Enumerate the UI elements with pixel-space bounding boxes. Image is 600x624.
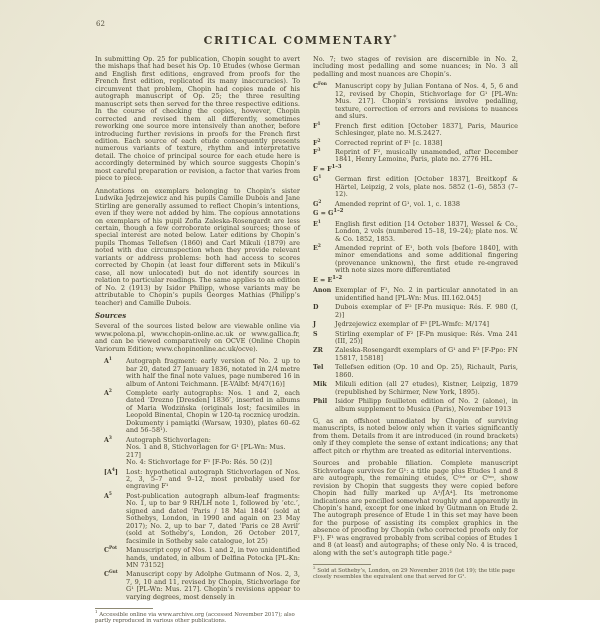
source-entry-text: Post-publication autograph album-leaf fragments: No. 1, up to bar 9 RH/LH note 1, followed by ‘etc.’, signed and dated ‘Paris / 18 Mai 1844’ (sold at Sothebys, London, in 1990 and again on 23 May 2017); No. 2, up to bar 7, dated ‘Paris ce 28 Avril’ (sold at Sotheby’s, London, 26 October 2017, facsimile in Sotheby sale catalogue, lot 25)	[126, 491, 300, 545]
source-entry-text: Manuscript copy by Adolphe Gutmann of Nos. 2, 3, 7, 9, 10 and 11, revised by Chopin, Stichvorlage for G¹ [PL-Wn: Mus. 217]. Chopin’s revisions appear to varying degrees, most densely in	[126, 570, 300, 601]
source-entry-text: Amended reprint of G¹, vol. 1, c. 1838	[335, 199, 460, 208]
closing-paragraph-2: Sources and probable filiation. Complete manuscript Stichvorlage survives for G¹: a title page plus Etudes 1 and 8 are autograph, the remaining etudes, Cᴳᵘᵗ or Cᶠᵒⁿ, show revision by Chopin that suggests they were copied before Chopin had fully marked up A³/[A⁴]. Its metronome indications are pencilled somewhat roughly and apparently in Chopin’s hand, except for one inked by Gutmann on Etude 2. The autograph presence of Etude 1 in this set may have been for the purpose of assisting its complex graphics in the absence of proofing by Chopin (who corrected proofs only for F¹). F¹ was engraved probably from scribal copies of Etudes 1 and 8 (at least) and autographs; of these only No. 4 is traced, along with the set’s autograph title page.²	[313, 459, 518, 557]
source-siglum: Anon	[313, 287, 332, 295]
source-entry	[104, 469, 300, 491]
source-siglum: $F^2$	[313, 138, 321, 147]
source-entry	[313, 140, 518, 147]
intro-paragraph-2: Annotations on exemplars belonging to Chopin’s sister Ludwika Jędrzejewicz and his pupils Camille Dubois and Jane Stirling are generally assumed to reflect Chopin’s intentions, even if they were not added by him. The copious annotations on exemplars of his pupil Zofia Zaleska-Rosengardt are less certain, though a few corroborate original sources; those of special interest are noted below. Later editions by Chopin’s pupils Thomas Tellefsen (1860) and Carl Mikuli (1879) are noted with due circumspection when they provide relevant variants or address problems: both had access to scores corrected by Chopin (at least four different sets in Mikuli’s case, all now unlocated) but do not identify sources in relation to particular readings. The same applies to an edition of No. 2 (1913) by Isidor Philipp, whose variants may be attributable to Chopin’s pupils Georges Mathias (Philipp’s teacher) and Camille Dubois.	[95, 186, 300, 307]
source-entry-text: Dubois exemplar of F² [F-Pn musique: Rés. F. 980 (I, 2)]	[335, 303, 518, 319]
source-siglum: $E^1$	[313, 219, 321, 228]
source-entry	[104, 493, 300, 545]
source-entry	[313, 364, 518, 379]
source-entry	[104, 547, 300, 569]
source-entry-text: Corrected reprint of F¹ [c. 1838]	[335, 138, 443, 147]
siglum-equation: $G = G^{1-2}$	[313, 208, 344, 218]
source-entry-text: Mikuli edition (all 27 etudes), Kistner, Leipzig, 1879 (republished by Schirmer, New York, 1895).	[335, 380, 518, 396]
source-siglum: $C^{Fon}$	[313, 82, 327, 91]
source-siglum: $G^1$	[313, 175, 322, 184]
source-entry-text: Tellefsen edition (Op. 10 and Op. 25), Richault, Paris, 1860.	[335, 363, 518, 379]
page-number: 62	[96, 20, 105, 28]
source-entry	[313, 398, 518, 413]
source-siglum: $A^1$	[104, 357, 112, 366]
source-siglum: J	[313, 321, 316, 329]
source-siglum: $C^{Pot}$	[104, 546, 117, 555]
source-entry	[313, 347, 518, 362]
source-entry	[313, 304, 518, 319]
source-entry-text: Stirling exemplar of F² [F-Pn musique: Rés. Vma 241 (III, 25)]	[335, 329, 518, 345]
siglum-equation: $E = E^{1-2}$	[313, 274, 343, 284]
source-siglum: $A^2$	[104, 388, 112, 398]
source-entry	[313, 83, 518, 120]
source-entry-text: Isidor Philipp feuilleton edition of No. 2 (alone), in album supplement to Musica (Paris), November 1913	[335, 397, 518, 413]
source-entry-text: Zaleska-Rosengardt exemplars of G¹ and F³ [F-Ppo: FN 15817, 15818]	[335, 346, 518, 362]
source-entry-text: Autograph fragment: early version of No. 2 up to bar 20, dated 27 January 1836, notated in 2/4 metre with half the final note values, page numbered 16 in album of Antoni Teichmann. [E-VAlbf: M/47(16)]	[126, 357, 300, 388]
source-entry	[313, 381, 518, 396]
source-entry-subline: No. 4: Stichvorlage for F¹ [F-Po: Rés. 50 (2)]	[126, 458, 272, 467]
source-entry-text: German first edition [October 1837], Breitkopf & Härtel, Leipzig, 2 vols, plate nos. 5852 (1–6), 5853 (7–12).	[335, 175, 518, 199]
source-siglum: $C^{Gut}$	[104, 570, 118, 579]
source-siglum: $E^2$	[313, 243, 321, 252]
source-entry	[313, 176, 518, 198]
source-entry-text: French first edition [October 1837], Paris, Maurice Schlesinger, plate no. M.S.2427.	[335, 121, 518, 138]
two-column-layout	[0, 47, 600, 624]
source-entry-text: Complete early autographs: Nos. 1 and 2, each dated ‘Drezno [Dresden] 1836’, inserted in albums of Maria Wodzińska (originals lost; facsimiles in Leopold Binental, Chopin w 120-tą rocznicę urodzin. Dokumenty i pamiątki (Warsaw, 1930), plates 60–62 and 56–58¹).	[126, 389, 300, 435]
footnote-2: $^2$ Sold at Sotheby’s, London, on 29 November 2016 (lot 19); the title page closely resembles the equivalent one that served for G¹.	[313, 564, 515, 580]
footnote-1: $^1$ Accessible online via www.archive.org (accessed November 2017); also partly reproduced in various other publications.	[95, 608, 295, 624]
source-entry	[313, 331, 518, 346]
source-list-left	[95, 358, 300, 601]
source-siglum: $G^2$	[313, 199, 322, 208]
source-entry	[313, 321, 518, 328]
source-siglum: $A^5$	[104, 491, 112, 500]
source-entry-text: Manuscript copy by Julian Fontana of Nos. 4, 5, 6 and 12, revised by Chopin, Stichvorlage for G¹ [PL-Wn: Mus. 217]. Chopin’s revisions involve pedalling, texture, correction of errors and revisions to nuances and slurs.	[335, 82, 518, 121]
footnote-mark: 2	[313, 564, 316, 570]
source-entry-text: Exemplar of F¹, No. 2 in particular annotated in an unidentified hand [PL-Wn: Mus. III.162.045]	[335, 286, 518, 302]
source-entry	[104, 358, 300, 388]
source-entry	[313, 201, 518, 208]
source-entry-subline: Nos. 1 and 8, Stichvorlagen for G¹ [PL-Wn: Mus. 217]	[126, 443, 286, 459]
title-footnote-mark: *	[393, 34, 397, 42]
left-column	[95, 56, 300, 624]
source-entry	[104, 571, 300, 601]
source-list-right	[313, 83, 518, 413]
source-siglum: Mik	[313, 381, 327, 389]
closing-paragraph-1: G, as an offshoot unmediated by Chopin of surviving manuscripts, is noted below only when it varies significantly from them. Details from it are introduced (in round brackets) only if they complete the sense of extant indications; any that affect pitch or rhythm are treated as editorial interventions.	[313, 417, 518, 455]
continuation-paragraph: No. 7; two stages of revision are discernible in No. 2, including most pedalling and some nuances; in No. 3 all pedalling and most nuances are Chopin’s.	[313, 55, 518, 78]
source-entry-text: Autograph Stichvorlagen: Nos. 1 and 8, Stichvorlagen for G¹ [PL-Wn: Mus. 217] No. 4: Stichvorlage for F¹ [F-Po: Rés. 50 (2)]	[126, 437, 300, 467]
source-siglum: $F^1$	[313, 121, 321, 130]
source-entry	[313, 221, 518, 243]
footnote-mark: 1	[95, 608, 98, 614]
sources-heading: Sources	[95, 310, 127, 320]
source-entry	[104, 437, 300, 467]
source-siglum: $F^3$	[313, 147, 321, 156]
source-entry	[313, 123, 518, 138]
source-entry	[313, 287, 518, 302]
source-siglum: Tel	[313, 364, 324, 372]
source-entry-text: Lost: hypothetical autograph Stichvorlagen of Nos. 2, 3, 5–7 and 9–12, most probably used for engraving F¹	[126, 467, 300, 491]
page-title: CRITICAL COMMENTARY*	[203, 34, 397, 47]
footnote-rule	[313, 564, 371, 565]
sources-intro: Several of the sources listed below are viewable online via www.polona.pl, www.chopin-online.ac.uk or www.gallica.fr, and can be viewed comparatively on OCVE (Online Chopin Variorum Edition; www.chopinonline.ac.uk/ocve).	[95, 322, 300, 353]
left-footnote-block	[95, 608, 300, 624]
source-entry-text: Jędrzejewicz exemplar of F³ [PL-Wmfc: M/174]	[335, 320, 490, 329]
source-siglum: Phil	[313, 398, 328, 406]
siglum-equation: $F = F^{1-3}$	[313, 163, 342, 173]
intro-paragraph-1: In submitting Op. 25 for publication, Chopin sought to avert the mishaps that had beset his Op. 10 Etudes (whose German and English first editions, engraved from proofs for the French first edition, replicated its many inaccuracies). To circumvent that problem, Chopin had copies made of his autograph manuscript of Op. 25; the three resulting manuscript sets then served for the three respective editions. In the course of checking the copies, however, Chopin corrected and revised them all differently, sometimes reworking one source more intensively than another, before introducing further revisions in proofs for the French first edition. Each source of each etude consequently presents numerous variants of texture, rhythm and interpretative detail. The choice of principal source for each etude here is accordingly determined by which source suggests Chopin’s most careful preparation or revision, a factor that varies from piece to piece.	[95, 55, 300, 183]
source-entry	[313, 149, 518, 164]
source-entry-text: Reprint of F², musically unamended, after December 1841, Henry Lemoine, Paris, plate no. 2776 HL.	[335, 147, 518, 164]
footnote-rule	[95, 608, 153, 609]
source-entry	[313, 245, 518, 275]
source-entry-text: Amended reprint of E¹, both vols [before 1840], with minor emendations and some additional fingering (provenance unknown), the first etude re-engraved with note sizes more differentiated	[335, 243, 518, 275]
source-siglum: $[A^4]$	[104, 467, 118, 476]
source-entry	[104, 390, 300, 435]
source-siglum: S	[313, 330, 318, 338]
source-siglum: $A^3$	[104, 435, 112, 444]
source-siglum: D	[313, 304, 319, 312]
right-footnote-block	[313, 564, 518, 580]
right-column	[313, 56, 518, 624]
source-siglum: ZR	[313, 347, 323, 355]
source-entry-text: Manuscript copy of Nos. 1 and 2, in two unidentified hands, undated, in album of Delfina Potocka [PL-Kn: MN 73152]	[126, 546, 300, 569]
source-entry-text: English first edition [14 October 1837], Wessel & Co., London, 2 vols (numbered 15–18, 19–24); plate nos. W. & Co. 1852, 1853.	[335, 219, 518, 243]
